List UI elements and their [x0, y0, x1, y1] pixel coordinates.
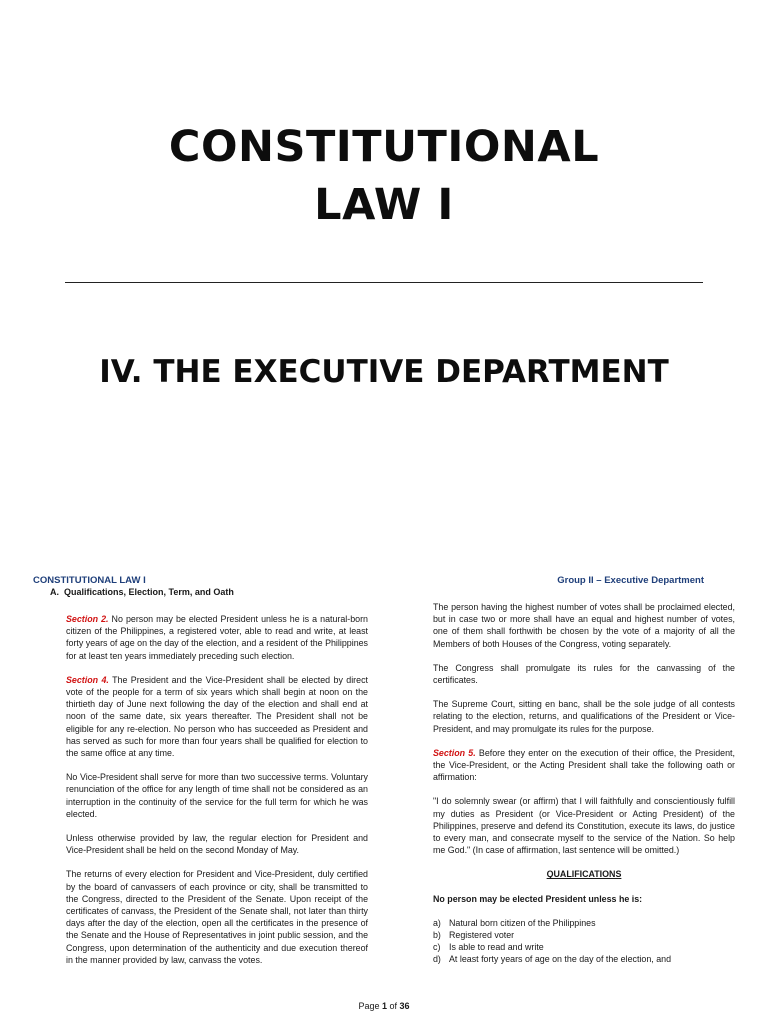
title-divider [65, 282, 703, 283]
section-2-paragraph [66, 613, 368, 662]
page-footer [0, 1001, 768, 1011]
outline-item-a [50, 587, 234, 597]
document-title-line-1: CONSTITUTIONAL [168, 122, 600, 172]
section-2-text: No person may be elected President unless he is a natural-born citizen of the Philippines, a registered voter, able to read and write, at least forty years of age on the day of the election, and a resident of the Philippines for at least ten years immediately preceding such election. [66, 614, 368, 661]
list-marker: d) [433, 954, 441, 965]
section-5-text: Before they enter on the execution of their office, the President, the Vice-President, or the Acting President shall take the following oath or affirmation: [433, 747, 735, 783]
document-subtitle: IV. THE EXECUTIVE DEPARTMENT [99, 354, 669, 390]
proclamation-paragraph: The person having the highest number of votes shall be proclaimed elected, but in case two or more shall have an equal and highest number of votes, one of them shall forthwith be chosen by the vote of a majority of all the Members of both Houses of the Congress, voting separately. [433, 602, 735, 649]
list-item [433, 929, 735, 941]
list-marker: a) [433, 917, 441, 928]
section-4-label: Section 4. [66, 674, 109, 685]
list-text: Is able to read and write [449, 942, 544, 953]
qualifications-list [433, 917, 735, 966]
document-title-line-2: LAW I [314, 180, 454, 230]
canvassing-rules-paragraph: The Congress shall promulgate its rules for the canvassing of the certificates. [433, 662, 735, 686]
vice-president-terms-paragraph: No Vice-President shall serve for more than two successive terms. Voluntary renunciation of the office for any length of time shall not be considered as an interruption in the continuity of the service for the full term for which he was elected. [66, 772, 368, 819]
section-5-label: Section 5. [433, 747, 476, 758]
qualifications-lead: No person may be elected President unless he is: [433, 893, 643, 904]
list-marker: c) [433, 942, 441, 953]
qualifications-heading: QUALIFICATIONS [546, 869, 622, 880]
section-5-paragraph [433, 747, 735, 784]
list-text: Registered voter [449, 930, 515, 941]
page-total: 36 [399, 1001, 410, 1011]
list-marker: b) [433, 930, 441, 941]
list-item [433, 953, 735, 965]
page-word: Page [358, 1001, 382, 1011]
list-item [433, 941, 735, 953]
section-2-label: Section 2. [66, 614, 109, 624]
list-text: At least forty years of age on the day of the election, and [449, 954, 672, 965]
section-4-paragraph [66, 674, 368, 759]
outline-marker: A. [50, 587, 59, 597]
oath-paragraph: "I do solemnly swear (or affirm) that I will faithfully and conscientiously fulfill my duties as President (or Vice-President or Acting President) of the Philippines, preserve and defend its Constitution, execute its laws, do justice to every man, and consecrate myself to the service of the Nation. So help me God." (In case of affirmation, last sentence will be omitted.) [433, 796, 735, 856]
page-header-right: Group II – Executive Department [557, 575, 704, 586]
supreme-court-paragraph: The Supreme Court, sitting en banc, shall be the sole judge of all contests relating to the election, returns, and qualifications of the President or Vice-President, and may promulgate its rules for the purpose. [433, 699, 735, 734]
regular-election-paragraph: Unless otherwise provided by law, the regular election for President and Vice-President shall be held on the second Monday of May. [66, 833, 368, 856]
page-header-left: CONSTITUTIONAL LAW I [33, 575, 146, 586]
outline-text: Qualifications, Election, Term, and Oath [64, 587, 234, 597]
page-number: 1 [381, 1001, 387, 1011]
election-returns-paragraph: The returns of every election for President and Vice-President, duly certified by the board of canvassers of each province or city, shall be transmitted to the Congress, directed to the President of the Senate. Upon receipt of the certificates of canvass, the President of the Senate shall, not later than thirty days after the day of the election, open all the certificates in the presence of the Senate and the House of Representatives in joint public session, and the Congress, upon determination of the authenticity and due execution thereof in the manner provided by law, canvass the votes. [66, 869, 368, 965]
left-column [66, 613, 368, 978]
list-text: Natural born citizen of the Philippines [449, 917, 596, 928]
of-word: of [387, 1001, 400, 1011]
right-column [433, 601, 735, 966]
section-4-text: The President and the Vice-President shall be elected by direct vote of the people for a term of six years which shall begin at noon on the thirtieth day of June next following the day of the election and shall end at noon of the same date, six years thereafter. The President shall not be eligible for any re-election. No person who has succeeded as President and has served as such for more than four years shall be qualified for election to the same office at any time. [66, 674, 368, 759]
list-item [433, 917, 735, 929]
